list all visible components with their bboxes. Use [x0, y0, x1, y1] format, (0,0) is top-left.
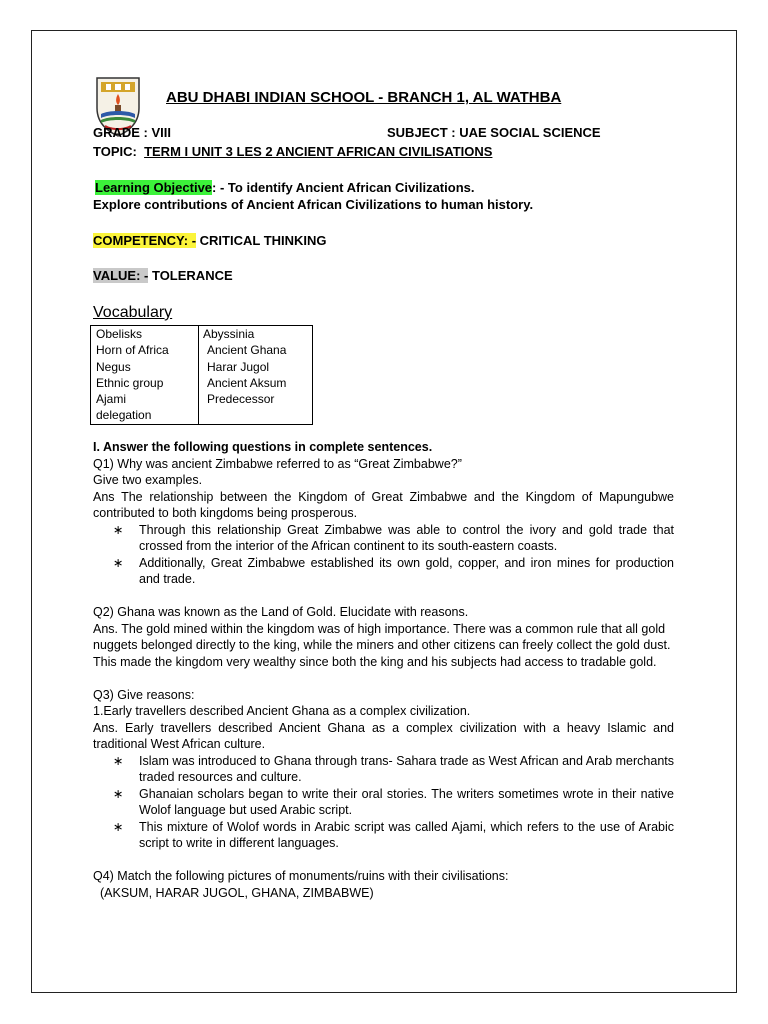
bullet-icon: ∗	[113, 522, 124, 537]
vocabulary-word: Ancient Aksum	[207, 375, 287, 390]
vocabulary-word: Harar Jugol	[207, 359, 270, 374]
list-item: ∗ This mixture of Wolof words in Arabic script was called Ajami, which refers to the use of Arabic script to write in different languages.	[113, 819, 674, 850]
q1-sub: Give two examples.	[93, 473, 203, 487]
value-value: TOLERANCE	[148, 268, 233, 283]
bullet-icon: ∗	[113, 555, 124, 570]
list-item: ∗ Ghanaian scholars began to write their oral stories. The writers sometimes wrote in their native Wolof language but used Arabic script.	[113, 786, 674, 817]
list-item: ∗ Islam was introduced to Ghana through trans- Sahara trade as West African and Arab merchants traded resources and culture.	[113, 753, 674, 784]
vocabulary-word: Ethnic group	[96, 375, 164, 390]
bullet-icon: ∗	[113, 819, 124, 834]
competency-label: COMPETENCY: -	[93, 233, 197, 248]
competency-value: CRITICAL THINKING	[196, 233, 327, 248]
learning-objective-line	[95, 180, 474, 195]
q3-sub: 1.Early travellers described Ancient Ghana as a complex civilization.	[93, 704, 471, 718]
bullet-icon: ∗	[113, 753, 124, 768]
bullet-icon: ∗	[113, 786, 124, 801]
learning-objective-text: : - To identify Ancient African Civilizations.	[212, 180, 475, 195]
q1-question: Q1) Why was ancient Zimbabwe referred to as “Great Zimbabwe?”	[93, 456, 462, 471]
vocabulary-word: Obelisks	[96, 327, 143, 341]
q4-options: (AKSUM, HARAR JUGOL, GHANA, ZIMBABWE)	[100, 885, 374, 900]
vocabulary-column-left	[96, 326, 169, 424]
vocabulary-word: Negus	[96, 359, 131, 374]
school-title: ABU DHABI INDIAN SCHOOL - BRANCH 1, AL WATHBA	[166, 89, 562, 106]
vocabulary-word: delegation	[96, 408, 152, 423]
q2-answer: Ans. The gold mined within the kingdom was of high importance. There was a common rule that all gold nuggets belonged directly to the king, while the miners and other citizens can freely collect the gold dust. This made the kingdom very wealthy since both the king and his subjects had access to tradable gold.	[93, 621, 671, 669]
questions-section	[93, 439, 674, 901]
topic-label: TOPIC:	[93, 144, 137, 159]
vocabulary-table	[90, 325, 313, 425]
list-item: ∗ Through this relationship Great Zimbabwe was able to control the ivory and gold trade that crossed from the interior of the African continent to its south-eastern coasts.	[113, 522, 674, 553]
list-item: ∗ Additionally, Great Zimbabwe established its own gold, copper, and iron mines for production and trade.	[113, 555, 674, 586]
q2-question: Q2) Ghana was known as the Land of Gold. Elucidate with reasons.	[93, 605, 469, 619]
vocabulary-word: Ajami	[96, 392, 127, 407]
grade-label: GRADE : VIII	[93, 125, 172, 140]
value-label: VALUE: -	[93, 268, 149, 283]
q3-question: Q3) Give reasons:	[93, 687, 195, 702]
vocabulary-word: Horn of Africa	[96, 343, 169, 358]
learning-objective-text-2: Explore contributions of Ancient African Civilizations to human history.	[93, 197, 534, 212]
q1-bullet-list	[93, 522, 674, 588]
competency-line	[93, 233, 327, 248]
q3-answer: Ans. Early travellers described Ancient Ghana as a complex civilization with a heavy Islamic and traditional West African culture.	[93, 720, 674, 751]
vocabulary-heading: Vocabulary	[93, 304, 173, 321]
subject-label: SUBJECT : UAE SOCIAL SCIENCE	[387, 125, 601, 140]
q4-question: Q4) Match the following pictures of monuments/ruins with their civilisations:	[93, 869, 509, 883]
q3-bullet-list	[93, 753, 674, 852]
value-line	[93, 268, 233, 283]
vocabulary-divider	[198, 326, 199, 424]
vocabulary-word: Ancient Ghana	[207, 343, 287, 358]
section-heading: I. Answer the following questions in complete sentences.	[93, 440, 433, 454]
q1-answer: Ans The relationship between the Kingdom of Great Zimbabwe and the Kingdom of Mapungubwe contributed to both kingdoms being prosperous.	[93, 489, 674, 520]
vocabulary-word: Abyssinia	[203, 327, 255, 341]
vocabulary-word: Predecessor	[207, 392, 275, 407]
topic-value: TERM I UNIT 3 LES 2 ANCIENT AFRICAN CIVILISATIONS	[144, 144, 493, 159]
topic-line	[93, 144, 492, 159]
learning-objective-label: Learning Objective	[95, 180, 213, 195]
vocabulary-column-right	[203, 326, 286, 407]
